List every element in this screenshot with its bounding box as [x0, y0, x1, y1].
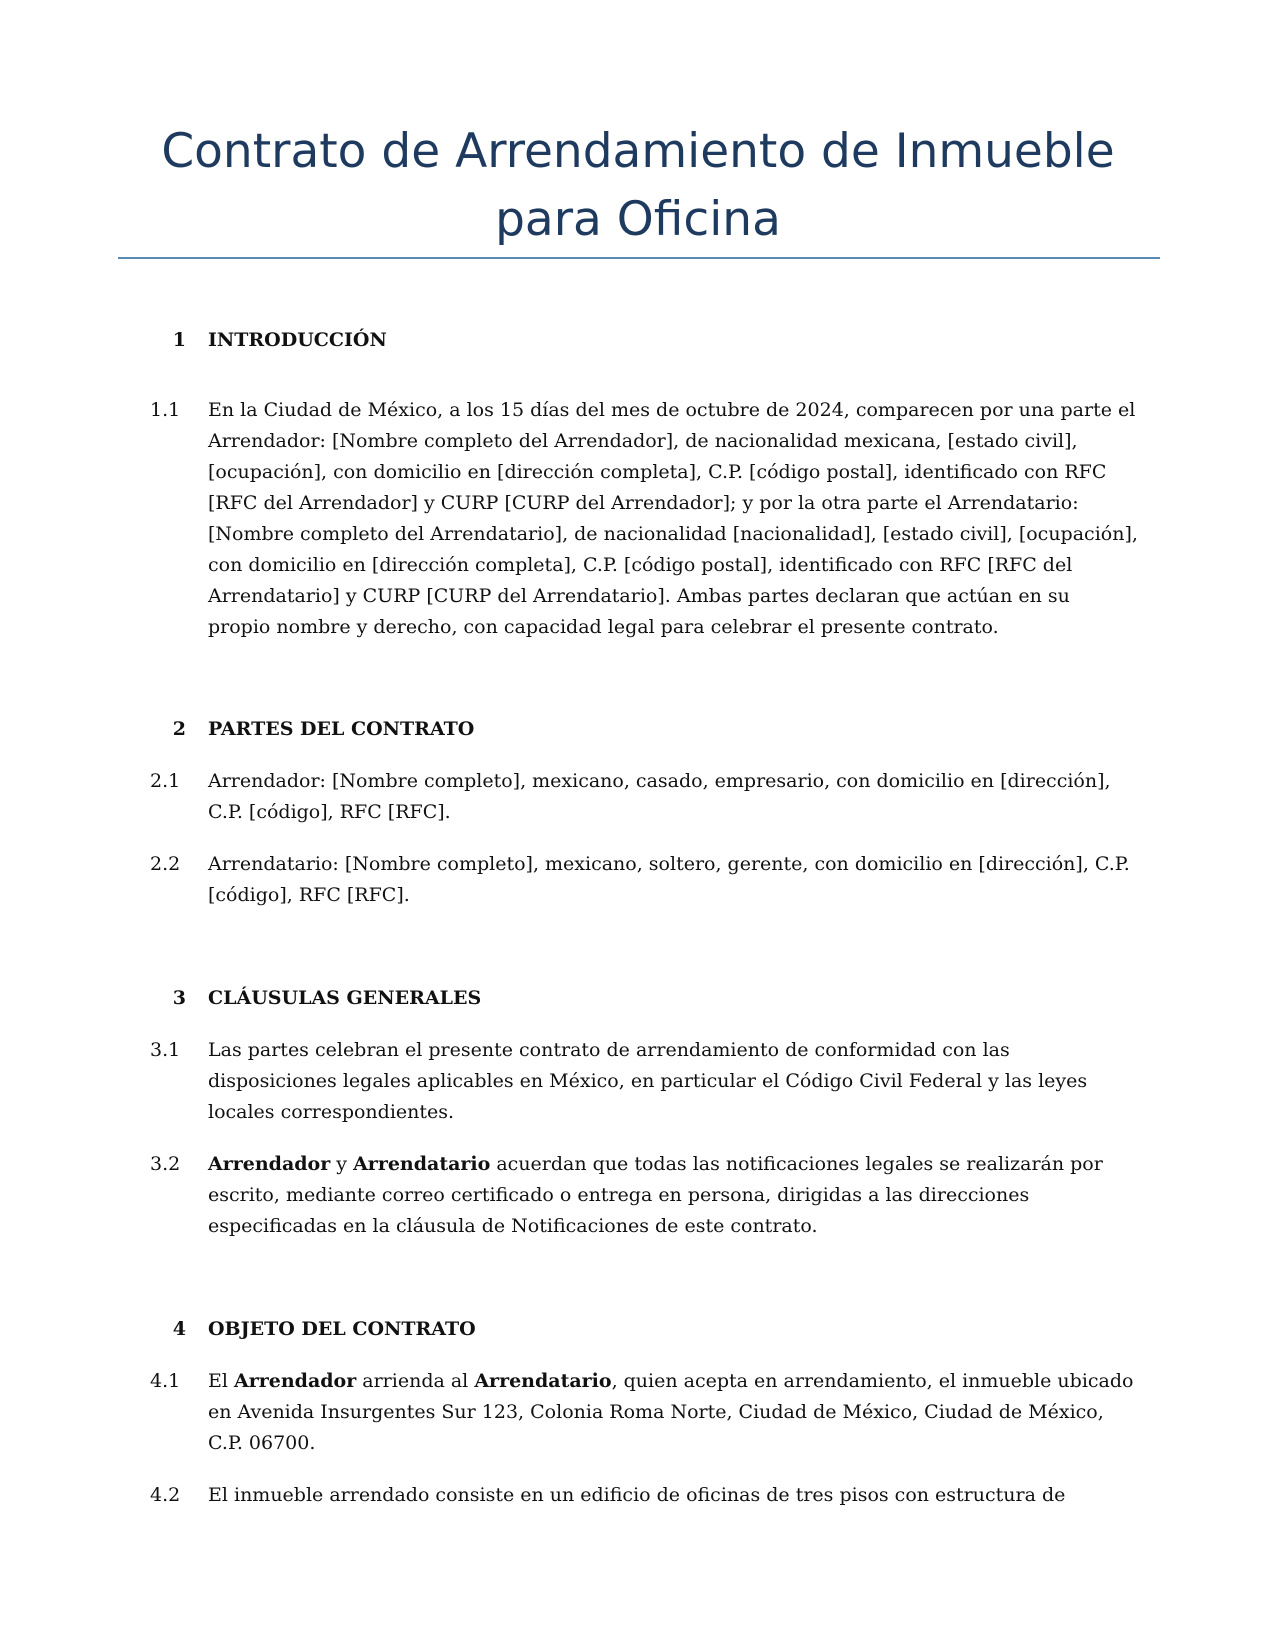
- clause-1-1: [150, 395, 1140, 643]
- clause-number: 4.2: [150, 1484, 181, 1506]
- clause-text-fragment: El: [208, 1370, 234, 1392]
- clause-number: 2.1: [150, 770, 181, 792]
- clause-3-1: [150, 1035, 1140, 1128]
- clause-number: 4.1: [150, 1370, 181, 1392]
- clause-3-2: [150, 1149, 1140, 1242]
- clause-text: [208, 1149, 1138, 1242]
- clause-text: Arrendador: [Nombre completo], mexicano, casado, empresario, con domicilio en [dirección], C.P. [código], RFC [RFC].: [208, 770, 1111, 823]
- clause-number: 3.2: [150, 1153, 181, 1175]
- clause-2-2: [150, 849, 1140, 911]
- party-term-arrendatario: Arrendatario: [353, 1153, 491, 1175]
- party-term-arrendador: Arrendador: [208, 1153, 331, 1175]
- clause-4-1: [150, 1366, 1140, 1459]
- clause-4-2: [150, 1480, 1140, 1511]
- title-underline: [118, 257, 1160, 259]
- clause-text: En la Ciudad de México, a los 15 días del mes de octubre de 2024, comparecen por una parte el Arrendador: [Nombre completo del Arrendador], de nacionalidad mexicana, [estado civil], [ocupación], con domicilio en [dirección completa], C.P. [código postal], identificado con RFC [RFC del Arrendador] y CURP [CURP del Arrendador]; y por la otra parte el Arrendatario: [Nombre completo del Arrendatario], de nacionalidad [nacionalidad], [estado civil], [ocupación], con domicilio en [dirección completa], C.P. [código postal], identificado con RFC [RFC del Arrendatario] y CURP [CURP del Arrendatario]. Ambas partes declaran que actúan en su propio nombre y derecho, con capacidad legal para celebrar el presente contrato.: [208, 399, 1138, 638]
- clause-text-fragment: arrienda al: [356, 1370, 475, 1392]
- section-title: OBJETO DEL CONTRATO: [208, 1318, 476, 1340]
- section-number: 2: [172, 718, 186, 740]
- party-term-arrendador: Arrendador: [234, 1370, 357, 1392]
- clause-text: Arrendatario: [Nombre completo], mexicano, soltero, gerente, con domicilio en [dirección], C.P. [código], RFC [RFC].: [208, 853, 1130, 906]
- clause-number: 2.2: [150, 853, 181, 875]
- clause-text-fragment: acuerdan que todas las notificaciones legales se realizarán por escrito, mediante correo certificado o entrega en persona, dirigidas a las direcciones especificadas en la cláusula de Notificaciones de este contrato.: [208, 1153, 1103, 1237]
- section-title: PARTES DEL CONTRATO: [208, 718, 475, 740]
- section-number: 1: [172, 329, 186, 351]
- clause-text-fragment: , quien acepta en arrendamiento, el inmueble ubicado en Avenida Insurgentes Sur 123, Colonia Roma Norte, Ciudad de México, Ciudad de México, C.P. 06700.: [208, 1370, 1134, 1454]
- clause-text: El inmueble arrendado consiste en un edificio de oficinas de tres pisos con estructura de: [208, 1484, 1066, 1506]
- clause-number: 1.1: [150, 399, 181, 421]
- document-title: Contrato de Arrendamiento de Inmueble para Oficina: [161, 124, 1115, 247]
- clause-text: Las partes celebran el presente contrato de arrendamiento de conformidad con las disposiciones legales aplicables en México, en particular el Código Civil Federal y las leyes locales correspondientes.: [208, 1039, 1088, 1123]
- party-term-arrendatario: Arrendatario: [474, 1370, 612, 1392]
- section-title: CLÁUSULAS GENERALES: [208, 987, 482, 1009]
- clause-text: [208, 1366, 1138, 1459]
- section-number: 3: [172, 987, 186, 1009]
- clause-number: 3.1: [150, 1039, 181, 1061]
- section-title: INTRODUCCIÓN: [208, 329, 387, 351]
- section-number: 4: [172, 1318, 186, 1340]
- clause-2-1: [150, 766, 1140, 828]
- clause-text-fragment: y: [330, 1153, 354, 1175]
